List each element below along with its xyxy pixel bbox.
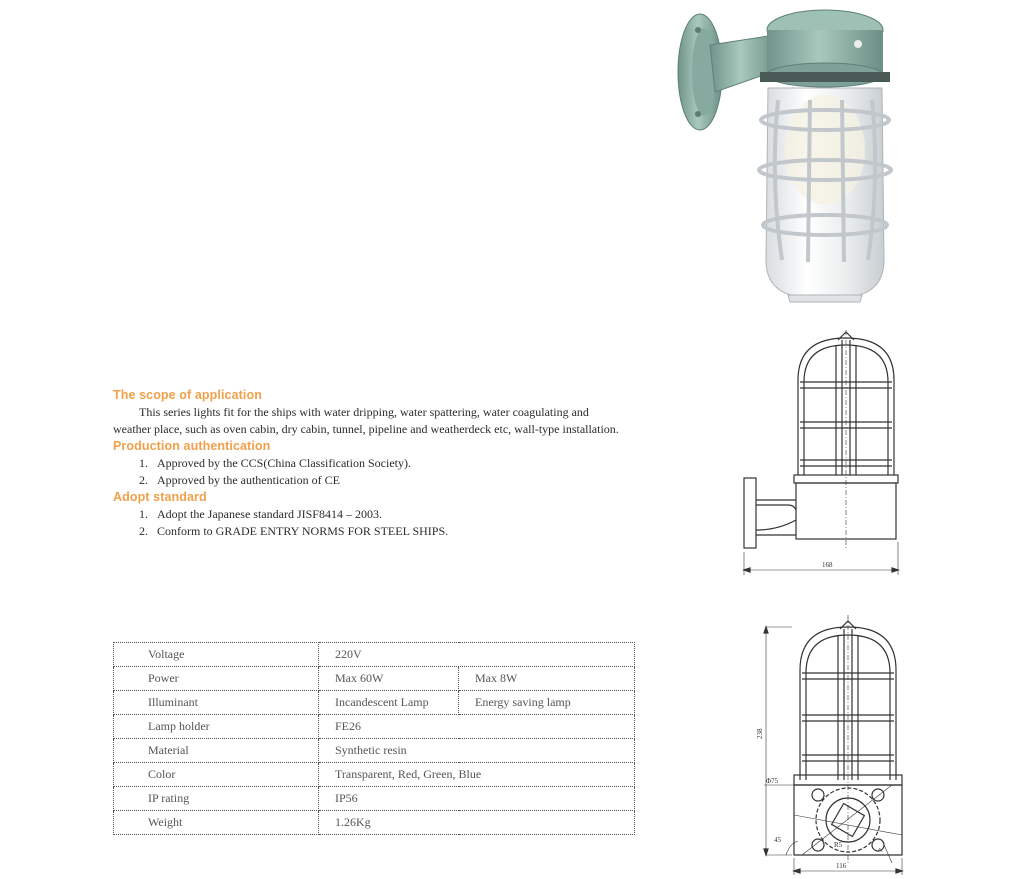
front-angle-dim: 45 [774, 836, 781, 844]
spec-value: Transparent, Red, Green, Blue [319, 763, 635, 787]
front-radius-dim: R5 [834, 841, 843, 849]
list-text: Approved by the authentication of CE [157, 473, 340, 487]
front-base-dim: 116 [836, 862, 847, 870]
front-phi-dim: Φ75 [766, 777, 779, 785]
spec-value: 1.26Kg [319, 811, 635, 835]
scope-line-2: weather place, such as oven cabin, dry cabin, tunnel, pipeline and weatherdeck etc, wall-type installation. [113, 422, 619, 436]
list-number: 1. [139, 456, 148, 470]
spec-value: 220V [319, 643, 635, 667]
spec-table [113, 642, 635, 835]
list-number: 2. [139, 524, 148, 538]
front-height-dim: 238 [756, 728, 764, 739]
scope-heading: The scope of application [113, 388, 262, 402]
list-text: Adopt the Japanese standard JISF8414 – 2003. [157, 507, 382, 521]
spec-label: Color [114, 763, 319, 787]
spec-label: Lamp holder [114, 715, 319, 739]
table-row [114, 811, 635, 835]
spec-value: Max 8W [459, 667, 635, 691]
front-view-drawing [752, 615, 912, 879]
spec-label: Illuminant [114, 691, 319, 715]
list-number: 1. [139, 507, 148, 521]
side-width-dim: 168 [822, 561, 833, 569]
spec-value: Synthetic resin [319, 739, 635, 763]
spec-value: Incandescent Lamp [319, 691, 459, 715]
standard-item-2 [139, 523, 448, 540]
standard-heading: Adopt standard [113, 490, 207, 504]
table-row [114, 763, 635, 787]
authentication-heading: Production authentication [113, 439, 271, 453]
spec-value: Max 60W [319, 667, 459, 691]
product-photo [660, 0, 900, 310]
spec-label: Material [114, 739, 319, 763]
spec-label: Weight [114, 811, 319, 835]
side-view-drawing [738, 330, 908, 575]
front-slot-dim: 7 [876, 846, 886, 854]
table-row [114, 643, 635, 667]
authentication-item-1 [139, 455, 411, 472]
standard-item-1 [139, 506, 382, 523]
table-row [114, 691, 635, 715]
spec-label: IP rating [114, 787, 319, 811]
spec-label: Power [114, 667, 319, 691]
authentication-item-2 [139, 472, 340, 489]
list-number: 2. [139, 473, 148, 487]
list-text: Approved by the CCS(China Classification Society). [157, 456, 411, 470]
spec-value: Energy saving lamp [459, 691, 635, 715]
table-row [114, 667, 635, 691]
list-text: Conform to GRADE ENTRY NORMS FOR STEEL SHIPS. [157, 524, 449, 538]
spec-value: FE26 [319, 715, 635, 739]
spec-label: Voltage [114, 643, 319, 667]
scope-line-1: This series lights fit for the ships with water dripping, water spattering, water coagulating and [139, 405, 589, 419]
table-row [114, 787, 635, 811]
table-row [114, 739, 635, 763]
spec-value: IP56 [319, 787, 635, 811]
table-row [114, 715, 635, 739]
